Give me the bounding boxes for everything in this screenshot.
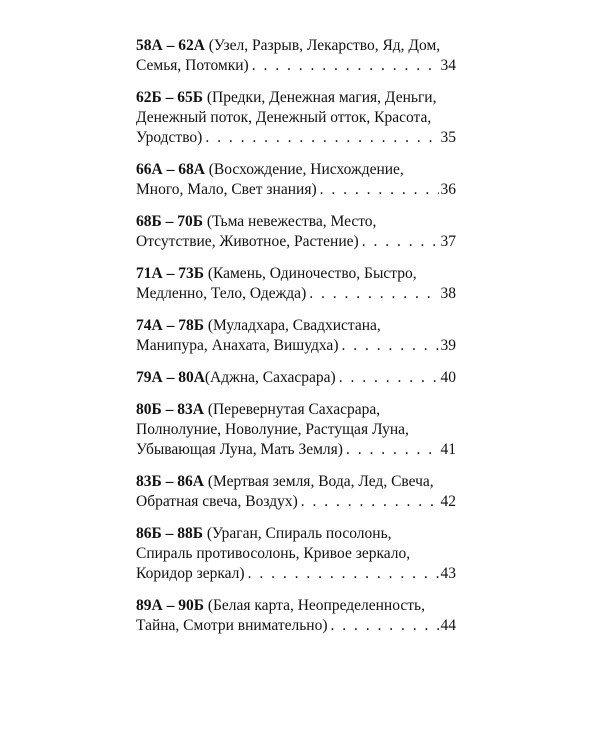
toc-entry-page-number: 35 [440,129,456,146]
toc-entry-code: 68Б – 70Б [136,213,203,230]
toc-entry-last-line [136,284,456,304]
toc-entry-first-line [136,160,456,180]
table-of-contents [136,36,456,648]
toc-entry-last-line [136,336,456,356]
toc-entry[interactable] [136,160,456,200]
toc-entry-last-line [136,440,456,460]
toc-entry-first-line [136,524,456,544]
toc-entry-middle-line: Полнолуние, Новолуние, Растущая Луна, [136,421,409,438]
toc-entry-first-line [136,400,456,420]
toc-entry-last-text: Семья, Потомки) [136,57,249,74]
toc-entry-text: (Камень, Одиночество, Быстро, [203,265,417,282]
toc-entry[interactable] [136,524,456,584]
toc-entry-first-line [136,212,456,232]
toc-entry-last-line [136,180,456,200]
toc-entry-last-line [136,56,456,76]
toc-entry-code: 80Б – 83А [136,401,204,418]
toc-entry-last-text: Медленно, Тело, Одежда) [136,285,307,302]
dot-leader [346,440,439,460]
toc-entry[interactable] [136,316,456,356]
toc-entry-last-line [136,616,456,636]
toc-entry-page-number: 37 [440,233,456,250]
dot-leader [362,232,439,252]
toc-entry[interactable] [136,212,456,252]
dot-leader [309,284,438,304]
toc-entry-last-text: Манипура, Анахата, Вишудха) [136,337,339,354]
toc-entry-last-line [136,564,456,584]
toc-entry-code: 62Б – 65Б [136,89,203,106]
toc-entry-last-line [136,492,456,512]
toc-entry-text: (Тьма невежества, Место, [203,213,377,230]
toc-entry-last-line [136,368,456,388]
dot-leader [301,492,439,512]
toc-entry-text: (Перевернутая Сахасрара, [203,401,381,418]
toc-entry-page-number: 42 [440,493,456,510]
toc-entry-last-text: Обратная свеча, Воздух) [136,493,298,510]
toc-entry-page-number: 41 [440,441,456,458]
toc-entry-page-number: 40 [440,369,456,386]
toc-entry-page-number: 34 [440,57,456,74]
toc-entry-code: 89А – 90Б [136,597,204,614]
toc-entry-first-line [136,316,456,336]
toc-entry[interactable] [136,264,456,304]
toc-entry[interactable] [136,596,456,636]
toc-entry[interactable] [136,88,456,148]
toc-entry-middle-line: Денежный поток, Денежный отток, Красота, [136,109,432,126]
dot-leader [205,128,438,148]
toc-entry-last-text: Тайна, Смотри внимательно) [136,617,328,634]
toc-entry-text: (Восхождение, Нисхождение, [204,161,404,178]
toc-entry-code: 74А – 78Б [136,317,204,334]
toc-entry-last-text: Уродство) [136,129,203,146]
toc-entry-page-number: 36 [440,181,456,198]
toc-entry-page-number: 38 [440,285,456,302]
toc-entry-page-number: 44 [440,617,456,634]
toc-entry-last-text: Убывающая Луна, Мать Земля) [136,441,343,458]
toc-entry-text: (Узел, Разрыв, Лекарство, Яд, Дом, [204,37,441,54]
toc-entry-text: (Муладхара, Свадхистана, [203,317,381,334]
dot-leader [339,368,439,388]
toc-entry-page-number: 39 [440,337,456,354]
toc-entry-last-line [136,128,456,148]
toc-entry-text: (Мертвая земля, Вода, Лед, Свеча, [203,473,434,490]
toc-entry-code: 79А – 80А [136,369,205,386]
toc-entry-text: (Белая карта, Неопределенность, [203,597,425,614]
toc-entry-first-line [136,596,456,616]
toc-entry-first-line [136,264,456,284]
toc-entry-code: 71А – 73Б [136,265,204,282]
toc-entry-page-number: 43 [440,565,456,582]
toc-entry-last-text: Отсутствие, Животное, Растение) [136,233,359,250]
toc-entry-code: 86Б – 88Б [136,525,203,542]
toc-entry-last-text: (Аджна, Сахасрара) [204,369,336,386]
toc-entry-first-line [136,472,456,492]
dot-leader [341,336,438,356]
toc-entry[interactable] [136,36,456,76]
toc-entry-first-line [136,36,456,56]
toc-entry[interactable] [136,472,456,512]
dot-leader [252,56,439,76]
toc-entry-last-text: Коридор зеркал) [136,565,245,582]
toc-entry-code: 58А – 62А [136,37,205,54]
toc-entry-first-line [136,88,456,108]
toc-entry-code: 83Б – 86А [136,473,204,490]
toc-entry[interactable] [136,368,456,388]
toc-entry-middle-line: Спираль противосолонь, Кривое зеркало, [136,545,411,562]
toc-entry-code: 66А – 68А [136,161,205,178]
dot-leader [331,616,439,636]
toc-entry-text: (Предки, Денежная магия, Деньги, [203,89,437,106]
toc-entry-last-line [136,232,456,252]
toc-entry-text: (Ураган, Спираль посолонь, [203,525,392,542]
dot-leader [320,180,439,200]
dot-leader [248,564,439,584]
toc-entry[interactable] [136,400,456,460]
toc-entry-last-text: Много, Мало, Свет знания) [136,181,317,198]
